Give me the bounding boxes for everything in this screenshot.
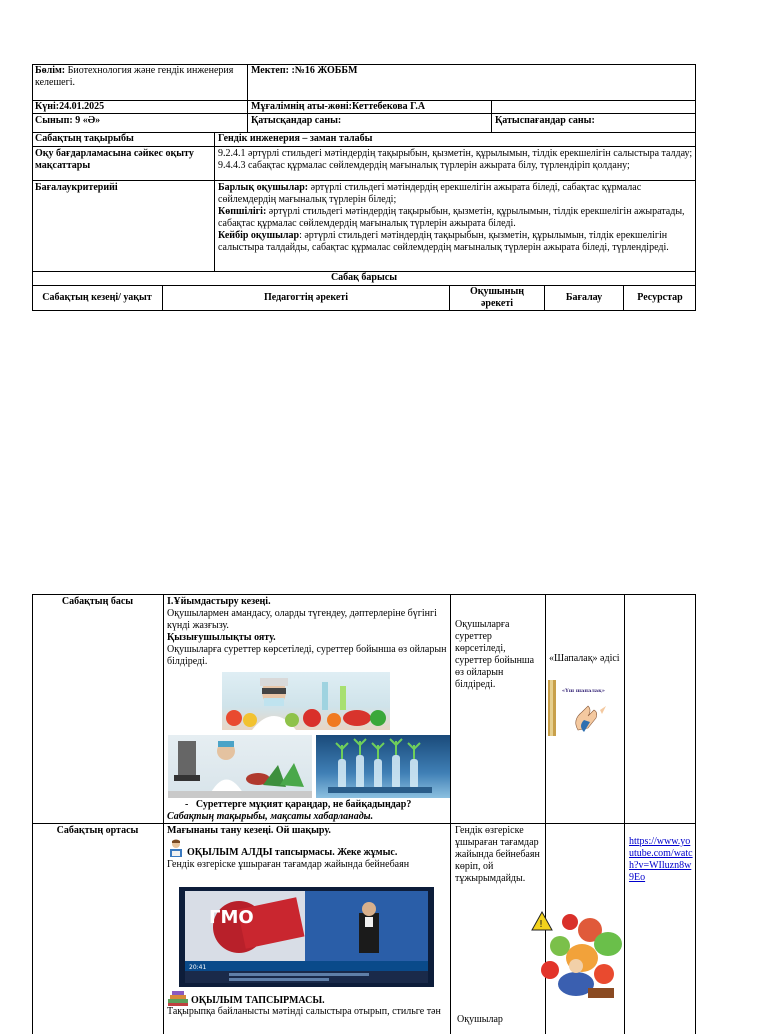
start-question-block — [164, 798, 450, 823]
criteria-all-text: әртүрлі стильдегі мәтіндердің ерекшелігін ажырата біледі, сабақтас құрмалас сөйлемдердің мағыналық түрлерін біледі; — [218, 182, 642, 205]
pre-task-text: Гендік өзгеріске ұшыраған тағамдар жайында бейнебаян — [167, 859, 410, 870]
date-cell: Күні:24.01.2025 — [32, 101, 248, 114]
col-assess-header: Бағалау — [545, 286, 624, 311]
gmo-food-image — [530, 910, 626, 1000]
video-time: 20:41 — [189, 964, 207, 971]
meaning-title: Мағынаны тану кезеңі. Ой шақыру. — [167, 825, 331, 836]
objectives-value — [215, 147, 696, 181]
section-value: Биотехнология және гендік инженерия келешегі. — [35, 65, 234, 88]
school-cell: Мектеп: :№16 ЖОББМ — [248, 64, 696, 101]
goal-text: Сабақтың тақырыбы, мақсаты хабарланады. — [167, 811, 374, 822]
interest-text: Оқушыларға суреттер көрсетіледі, суреттер бойынша өз ойларын білдіреді. — [167, 644, 447, 667]
teacher-extra-cell — [492, 101, 696, 114]
topic-label: Сабақтың тақырыбы — [32, 133, 215, 147]
col-student-header: Оқушының әрекеті — [450, 286, 545, 311]
reading-task-text: Тақырыпқа байланысты мәтінді салыстыра отырып, стильге тән — [167, 1006, 441, 1017]
reading-task-row — [167, 991, 447, 1007]
criteria-value — [215, 181, 696, 272]
criteria-some — [218, 230, 693, 254]
books-icon — [167, 991, 189, 1007]
col-stage-header: Сабақтың кезеңі/ уақыт — [32, 286, 163, 311]
question-text: Суреттерге мұқият қараңдар, не байқадыңдар? — [195, 799, 412, 810]
org-text: Оқушылармен амандасу, оларды түгендеу, дәптерлеріне бүгінгі күнді жазғызу. — [167, 608, 437, 631]
assess-image-caption: «Үш шапалақ» — [562, 688, 605, 694]
present-cell: Қатысқандар саны: — [248, 114, 492, 133]
section-cell — [32, 64, 248, 101]
resource-video-link[interactable]: https://www.youtube.com/watch?v=WIluzn8w9Eo — [629, 836, 693, 883]
criteria-some-label: Кейбір оқушылар — [218, 230, 300, 241]
test-tubes-image — [316, 735, 450, 798]
col-teacher-header: Педагогтің әрекеті — [163, 286, 450, 311]
start-teacher-cell — [164, 595, 450, 675]
middle-student-cell-1: Гендік өзгеріске ұшыраған тағамдар жайында бейнебаян көріп, ой тұжырымдайды. — [455, 825, 540, 884]
middle-student-cell-2: Оқушылар — [457, 1014, 503, 1025]
pre-task-title: ОҚЫЛЫМ АЛДЫ тапсырмасы. Жеке жұмыс. — [187, 847, 398, 858]
reading-task-title: ОҚЫЛЫМ ТАПСЫРМАСЫ. — [191, 995, 325, 1006]
pre-task-row — [167, 839, 447, 859]
progress-title: Сабақ барысы — [32, 272, 696, 286]
start-stage: Сабақтың басы — [61, 596, 134, 607]
criteria-most — [218, 206, 693, 230]
middle-stage: Сабақтың ортасы — [56, 825, 139, 836]
start-student-cell: Оқушыларға суреттер көрсетіледі, суреттер бойынша өз ойларын білдіреді. — [455, 619, 535, 690]
criteria-all-label: Барлық оқушылар: — [218, 182, 309, 193]
absent-cell: Қатыспағандар саны: — [492, 114, 696, 133]
criteria-most-text: әртүрлі стильдегі мәтіндердің тақырыбын, қызметін, құрылымын, тілдік ерекшелігін ажыратады, сабақтас құрмалас сөйлемдердің мағыналық түрлерін ажырата біледі. — [218, 206, 685, 229]
criteria-all — [218, 182, 693, 206]
col-resource-header: Ресурстар — [637, 292, 683, 303]
video-screenshot — [179, 887, 434, 987]
criteria-most-label: Көпшілігі: — [218, 206, 267, 217]
teacher-cell: Мұғалімнің аты-жөні:Кеттебекова Г.А — [248, 101, 492, 114]
reading-task-block — [164, 990, 450, 1024]
start-assess-text: «Шапалақ» әдісі — [549, 653, 620, 664]
scientist-vegetables-image — [222, 672, 390, 730]
objective-2: 9.4.4.3 сабақтас құрмалас сөйлемдердің мағыналық түрлерін ажырата білу, түрлендіріп қолдану; — [218, 160, 630, 171]
criteria-label: Бағалаукритерийі — [32, 181, 215, 272]
question-dash: - — [185, 799, 196, 810]
org-title: I.Ұйымдастыру кезеңі. — [167, 596, 271, 607]
interest-title: Қызығушылықты ояту. — [167, 632, 276, 643]
question — [167, 799, 447, 811]
objective-1: 9.2.4.1 әртүрлі стильдегі мәтіндердің тақырыбын, қызметін, құрылымын, тілдік ерекшелігін салыстыра талдау; — [218, 148, 693, 159]
criteria-some-text: : әртүрлі стильдегі мәтіндердің тақырыбын, қызметін, құрылымын, тілдік ерекшелігін салыстыра талдайды, сабақтас құрмалас сөйлемдердің мағыналық түрлерін ажырата біледі, түрлендіреді. — [218, 230, 669, 253]
lab-scientist-image — [168, 735, 312, 798]
hazard-mark: ! — [539, 919, 544, 930]
middle-teacher-cell — [164, 824, 450, 884]
video-overlay-text: ГМО — [209, 907, 254, 928]
topic-value: Гендік инженерия – заман талабы — [215, 133, 696, 147]
reading-person-icon — [167, 839, 185, 859]
section-label: Бөлім: — [35, 65, 66, 76]
objectives-label: Оқу бағдарламасына сәйкес оқыту мақсаттары — [32, 147, 215, 181]
class-cell: Сынып: 9 «Ә» — [32, 114, 248, 133]
clapping-hands-image — [548, 680, 612, 736]
